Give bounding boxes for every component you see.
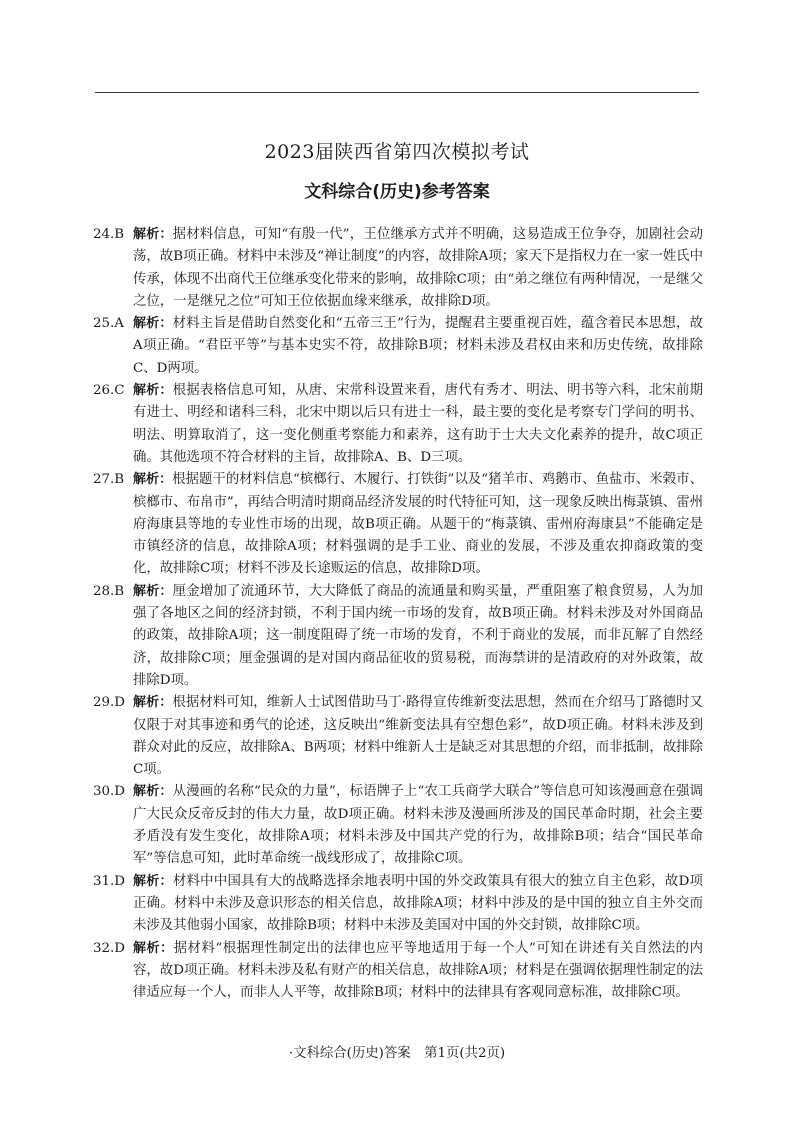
answer-explanation <box>133 871 703 938</box>
answer-item <box>93 871 703 938</box>
answer-number: 25.A <box>93 316 124 332</box>
explanation-text: 材料中中国具有大的战略选择余地表明中国的外交政策具有很大的独立自主色彩，故D项正确。材料中未涉及意识形态的相关信息，故排除A项；材料中涉及的是中国的独立自主外交而未涉及其他弱小国家，故排除B项；材料中未涉及美国对中国的外交封锁，故排除C项。 <box>133 873 703 934</box>
answer-item <box>93 313 703 380</box>
answer-explanation <box>133 581 703 692</box>
explanation-label: 解析： <box>133 227 173 242</box>
explanation-label: 解析： <box>133 316 173 332</box>
answer-explanation <box>133 469 703 580</box>
explanation-text: 据材料信息，可知“有殷一代”，王位继承方式并不明确，这易造成王位争夺，加剧社会动荡，故B项正确。材料中未涉及“禅让制度”的内容，故排除A项；家天下是指权力在一家一姓氏中传承，体现不出商代王位继承变化带来的影响，故排除C项；由“弟之继位有两种情况，一是继父之位，一是继兄之位”可知王位依据血缘来继承，故排除D项。 <box>133 227 703 309</box>
answer-number: 28.B <box>93 583 125 599</box>
exam-title: 2023届陕西省第四次模拟考试 <box>264 141 530 163</box>
explanation-label: 解析： <box>133 695 173 711</box>
answer-number: 26.C <box>93 383 125 399</box>
answer-number: 32.D <box>93 940 126 956</box>
answer-list <box>93 224 703 1004</box>
answer-explanation <box>133 692 703 781</box>
answer-item <box>93 380 703 469</box>
explanation-text: 根据材料可知，维新人士试图借助马丁·路得宣传维新变法思想，然而在介绍马丁路德时又仅限于对其事迹和勇气的论述，这反映出“维新变法具有空想色彩”，故D项正确。材料未涉及到群众对此的反应，故排除A、B两项；材料中维新人士是缺乏对其思想的介绍，而非抵制，故排除C项。 <box>133 695 703 778</box>
answer-item <box>93 692 703 781</box>
explanation-text: 根据题干的材料信息“槟榔行、木履行、打铁街”以及“猪羊市、鸡鹅市、鱼盐市、米榖市、槟榔市、布帛市”，再结合明清时期商品经济发展的时代特征可知，这一现象反映出梅菉镇、雷州府海康县等地的专业性市场的出现，故B项正确。从题干的“梅菉镇、雷州府海康县”不能确定是市镇经济的信息，故排除A项；材料强调的是手工业、商业的发展，不涉及重农抑商政策的变化，故排除C项；材料不涉及长途贩运的信息，故排除D项。 <box>133 472 703 577</box>
explanation-text: 据材料“根据理性制定出的法律也应平等地适用于每一个人”可知在讲述有关自然法的内容，故D项正确。材料未涉及私有财产的相关信息，故排除A项；材料是在强调依据理性制定的法律适应每一个人，而非人人平等，故排除B项；材料中的法律具有客观同意标准，故排除C项。 <box>133 940 703 1001</box>
explanation-label: 解析： <box>133 873 173 889</box>
explanation-text: 从漫画的名称“民众的力量”，标语牌子上“农工兵商学大联合”等信息可知该漫画意在强调广大民众反帝反封的伟大力量，故D项正确。材料未涉及漫画所涉及的国民革命时期，社会主要矛盾没有发生变化，故排除A项；材料未涉及中国共产党的行为，故排除B项；结合“国民革命军”等信息可知，此时革命统一战线形成了，故排除C项。 <box>133 784 703 867</box>
answer-number: 31.D <box>93 873 126 889</box>
explanation-label: 解析： <box>133 940 174 956</box>
answer-number: 24.B <box>93 227 125 242</box>
answer-explanation <box>133 938 703 1005</box>
answer-number: 30.D <box>93 784 126 800</box>
answer-explanation <box>133 380 703 469</box>
explanation-text: 根据表格信息可知，从唐、宋常科设置来看，唐代有秀才、明法、明书等六科，北宋前期有进士、明经和诸科三科，北宋中期以后只有进士一科，最主要的变化是考察专门学问的明书、明法、明算取消了，这一变化侧重考察能力和素养，这有助于士大夫文化素养的提升，故C项正确。其他选项不符合材料的主旨，故排除A、B、D三项。 <box>133 383 703 465</box>
header-rule <box>95 92 699 93</box>
subject-title: 文科综合(历史)参考答案 <box>304 182 490 202</box>
explanation-label: 解析： <box>133 472 173 488</box>
answer-item <box>93 581 703 692</box>
answer-explanation <box>133 313 703 380</box>
page-footer: ·文科综合(历史)答案 第1页(共2页) <box>288 1046 506 1061</box>
answer-number: 27.B <box>93 472 125 488</box>
explanation-text: 材料主旨是借助自然变化和“五帝三王”行为，提醒君主要重视百姓，蕴含着民本思想，故A项正确。“君臣平等”与基本史实不符，故排除B项；材料未涉及君权由来和历史传统，故排除C、D两项。 <box>133 316 703 376</box>
explanation-label: 解析： <box>133 784 173 800</box>
answer-explanation <box>133 781 703 870</box>
answer-item <box>93 938 703 1005</box>
answer-item <box>93 224 703 313</box>
explanation-text: 厘金增加了流通环节，大大降低了商品的流通量和购买量，严重阻塞了粮食贸易，人为加强了各地区之间的经济封锁，不利于国内统一市场的发育，故B项正确。材料未涉及对外国商品的政策，故排除A项；这一制度阻碍了统一市场的发育，不利于商业的发展，而非瓦解了自然经济，故排除C项；厘金强调的是对国内商品征收的贸易税，而海禁讲的是清政府的对外政策，故排除D项。 <box>133 583 703 688</box>
answer-item <box>93 781 703 870</box>
answer-number: 29.D <box>93 695 126 711</box>
answer-item <box>93 469 703 580</box>
answer-explanation <box>133 224 703 313</box>
explanation-label: 解析： <box>133 583 173 599</box>
explanation-label: 解析： <box>133 383 173 399</box>
